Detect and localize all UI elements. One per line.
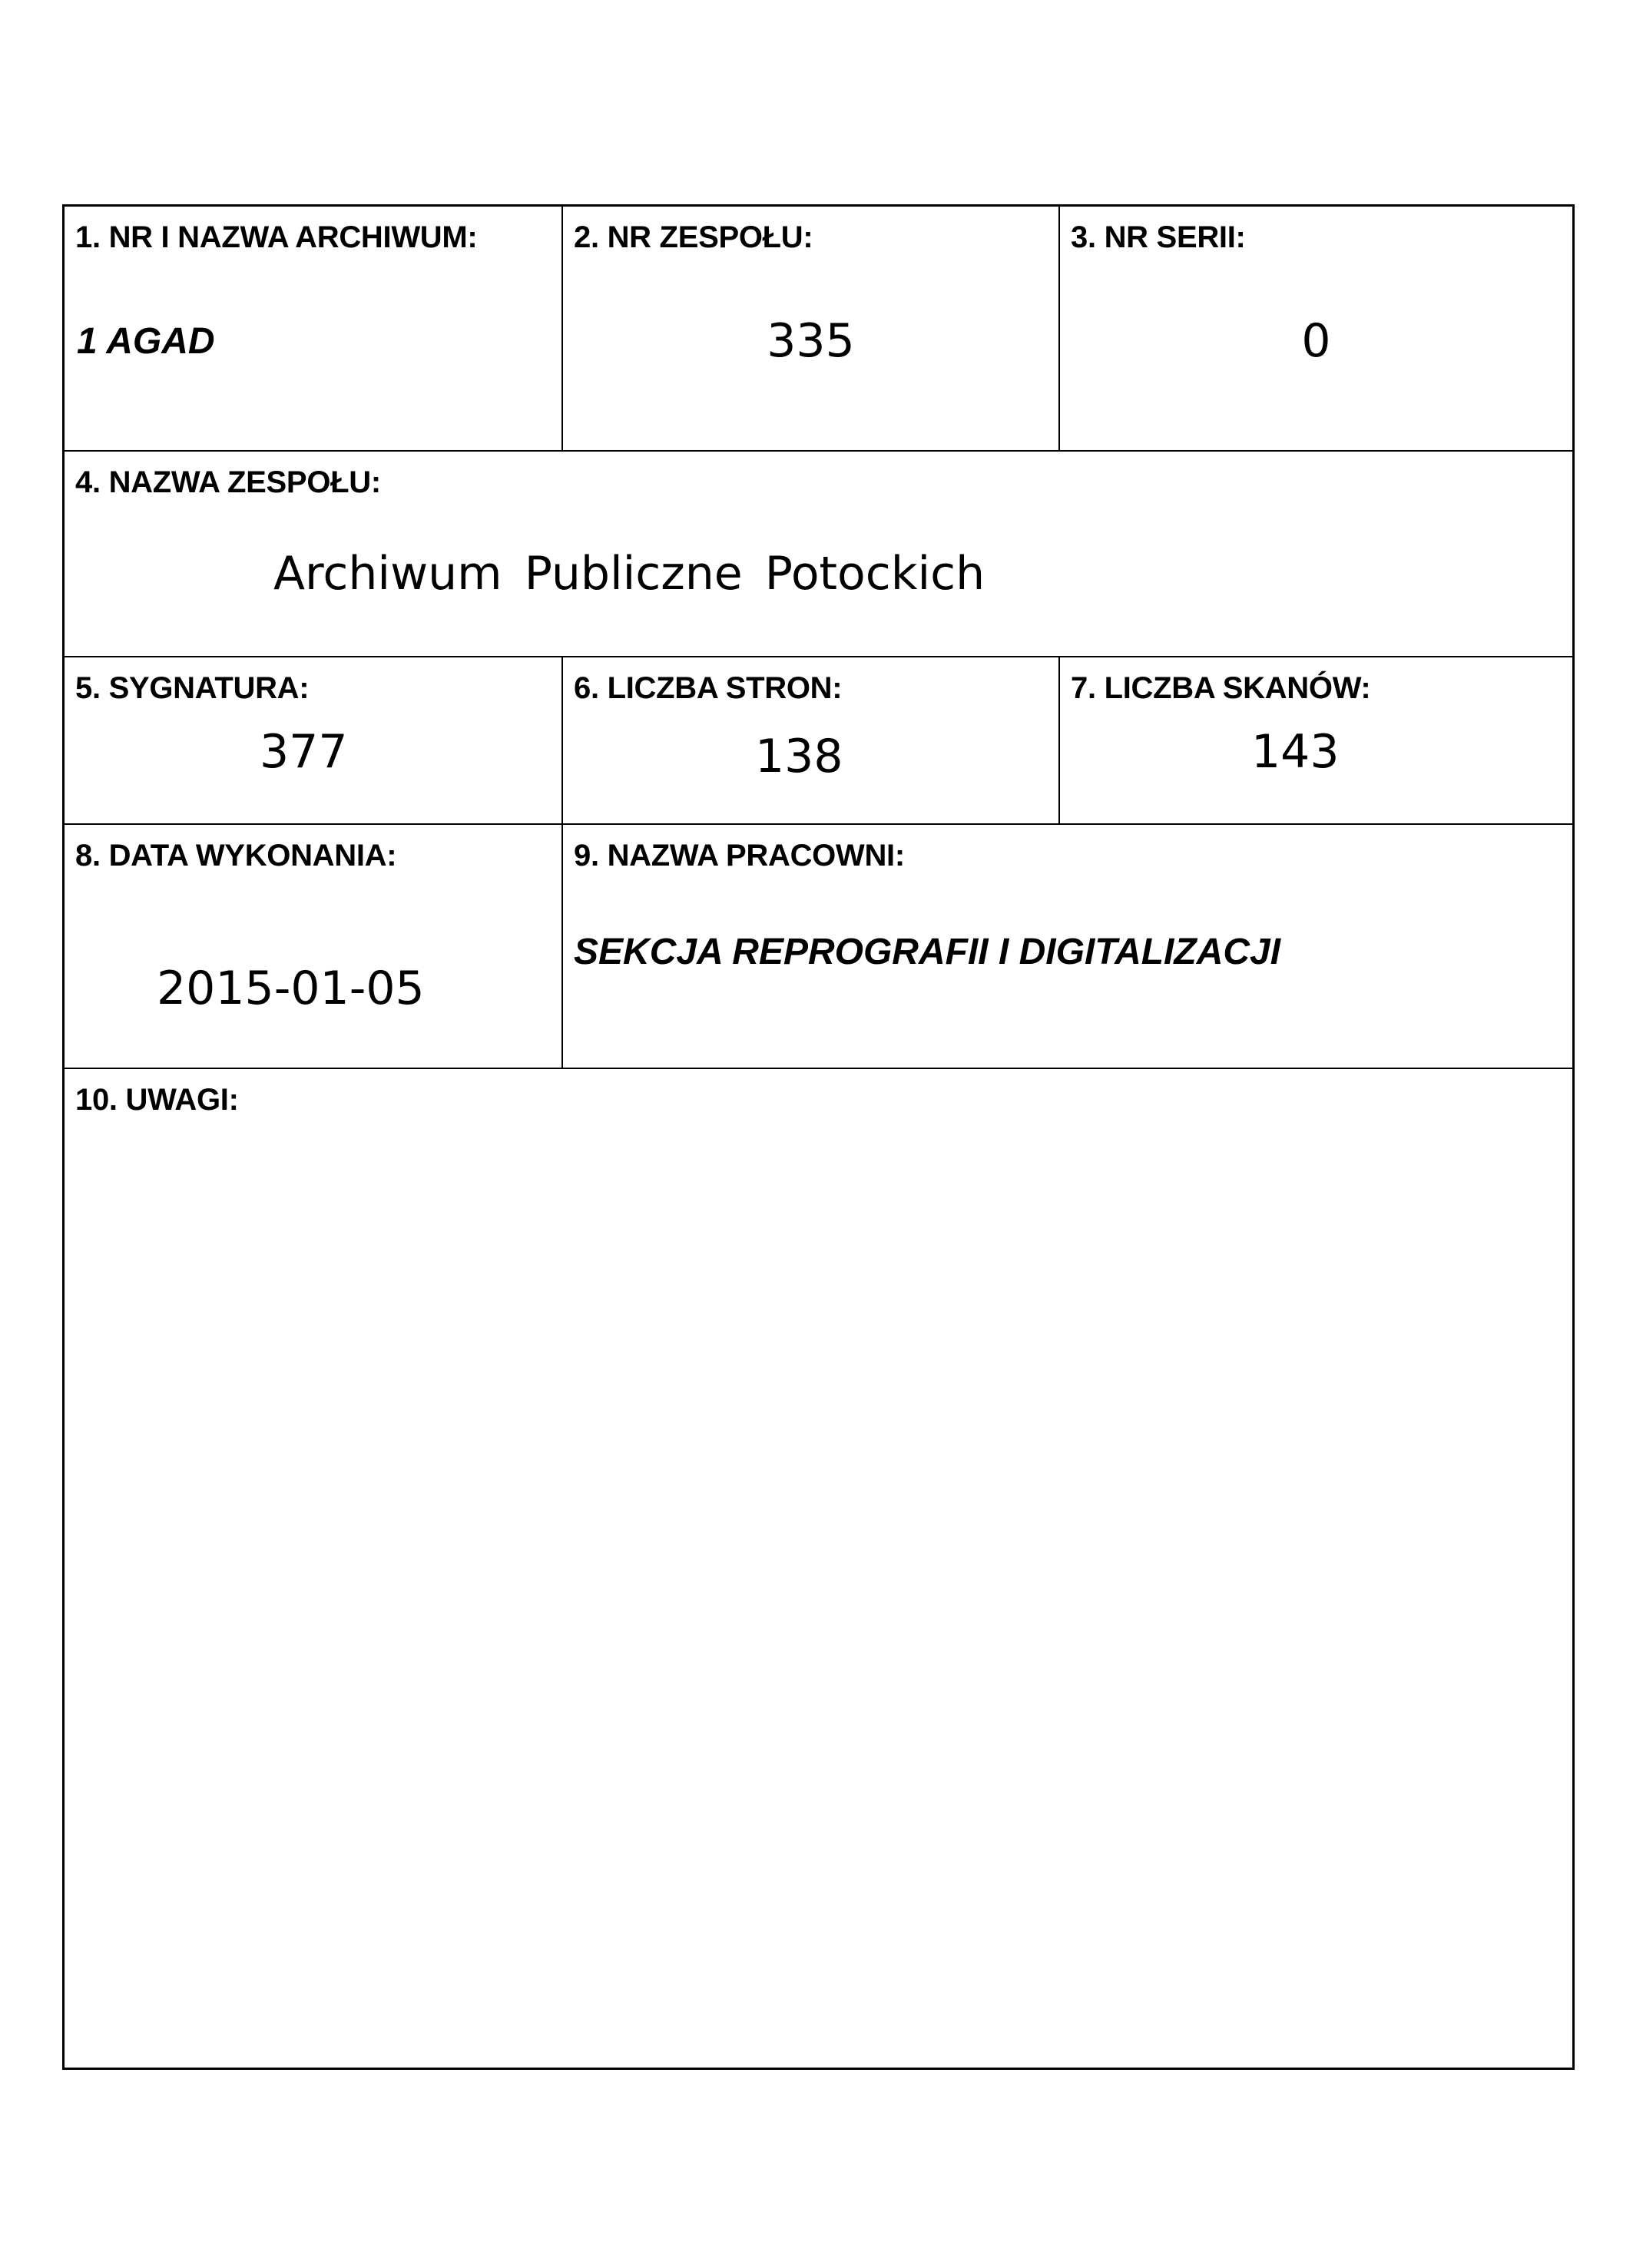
fonds-number-cell (561, 207, 1058, 450)
fonds-number-label: 2. NR ZESPOŁU: (574, 220, 813, 254)
date-label: 8. DATA WYKONANIA: (75, 839, 397, 872)
signature-label: 5. SYGNATURA: (75, 671, 310, 705)
workshop-value: SEKCJA REPROGRAFII I DIGITALIZACJI (574, 932, 1281, 972)
workshop-label: 9. NAZWA PRACOWNI: (574, 839, 905, 872)
fonds-number-value: 335 (767, 314, 855, 368)
series-number-value: 0 (1301, 314, 1331, 368)
series-number-cell (1058, 207, 1572, 450)
scan-count-label: 7. LICZBA SKANÓW: (1071, 671, 1371, 705)
archive-label: 1. NR I NAZWA ARCHIWUM: (75, 220, 478, 254)
archive-cell (65, 207, 561, 450)
remarks-label: 10. UWAGI: (75, 1083, 239, 1117)
page-count-label: 6. LICZBA STRON: (574, 671, 843, 705)
fonds-name-value: Archiwum Publiczne Potockich (273, 547, 985, 601)
scan-count-value: 143 (1251, 725, 1340, 779)
page-count-value: 138 (755, 730, 843, 783)
date-cell (65, 823, 561, 1068)
scan-count-cell (1058, 656, 1572, 823)
workshop-cell (561, 823, 1572, 1068)
archive-metadata-form (62, 204, 1575, 2070)
remarks-cell (65, 1068, 1572, 2068)
series-number-label: 3. NR SERII: (1071, 220, 1246, 254)
date-value: 2015-01-05 (157, 962, 425, 1015)
signature-cell (65, 656, 561, 823)
archive-value: 1 AGAD (77, 321, 215, 362)
signature-value: 377 (260, 725, 348, 779)
fonds-name-label: 4. NAZWA ZESPOŁU: (75, 465, 381, 499)
page-count-cell (561, 656, 1058, 823)
fonds-name-cell (65, 450, 1572, 656)
